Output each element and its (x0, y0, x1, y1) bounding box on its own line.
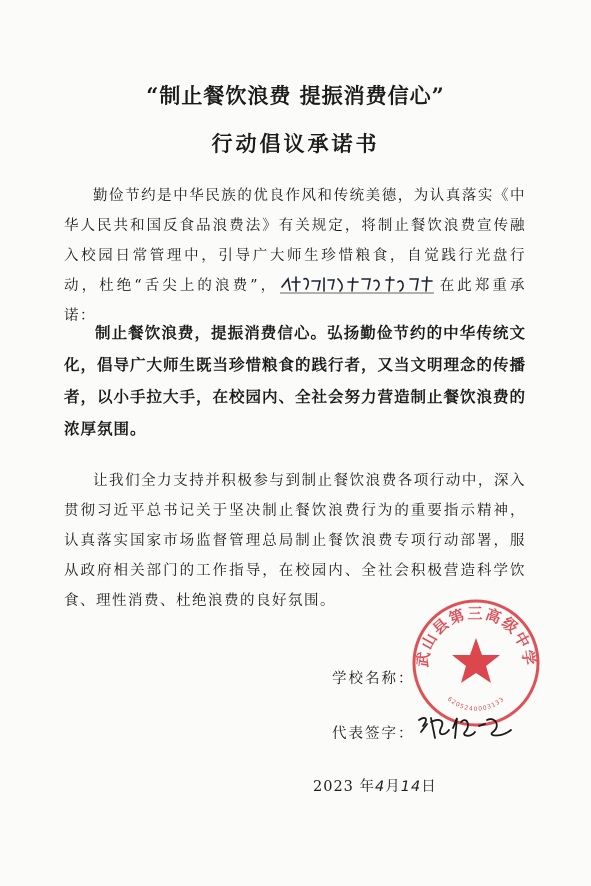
date-month-char: 月 (385, 779, 401, 795)
seal-star-icon (452, 638, 500, 683)
representative-line (332, 722, 415, 743)
date-year: 2023 (313, 779, 354, 795)
handwritten-school-name (278, 275, 438, 293)
date-month-handwritten: 4 (375, 779, 386, 795)
representative-label: 代表签字： (332, 726, 415, 742)
appeal-paragraph: 让我们全力支持并积极参与到制止餐饮浪费各项行动中，深入贯彻习近平总书记关于坚决制止餐饮浪费行为的重要指示精神，认真落实国家市场监督管理总局制止餐饮浪费专项行动部署，服从政府相关部门的工作指导，在校园内、全社会积极营造科学饮食、理性消费、杜绝浪费的良好氛围。 (64, 473, 526, 609)
intro-text: 勤俭节约是中华民族的优良作风和传统美德，为认真落实《中华人民共和国反食品浪费法》有关规定，将制止餐饮浪费宣传融入校园日常管理中，引导广大师生珍惜粮食，自觉践行光盘行动，杜绝“舌尖上的浪费”， (64, 188, 526, 294)
title-line-2: 行动倡议承诺书 (211, 131, 380, 156)
date-year-char: 年 (359, 779, 376, 795)
representative-signature (415, 708, 525, 748)
school-name-label: 学校名称： (332, 671, 415, 687)
date-line (313, 775, 437, 796)
seal-text: 武山县第三高级中学 (413, 604, 539, 669)
date-day-handwritten: 14 (400, 779, 422, 795)
title-line-1: “制止餐饮浪费 提振消费信心” (146, 83, 445, 108)
commitment-paragraph: 制止餐饮浪费，提振消费信心。弘扬勤俭节约的中华传统文化，倡导广大师生既当珍惜粮食的践行者，又当文明理念的传播者，以小手拉大手，在校园内、全社会努力营造制止餐饮浪费的浓厚氛围。 (64, 324, 527, 438)
intro-paragraph (64, 181, 526, 331)
intro-promise-text: 在此郑重承诺： (64, 278, 526, 324)
date-day-char: 日 (421, 779, 437, 795)
school-name-line (332, 667, 415, 688)
seal-serial: 6205240003133 (446, 695, 506, 713)
